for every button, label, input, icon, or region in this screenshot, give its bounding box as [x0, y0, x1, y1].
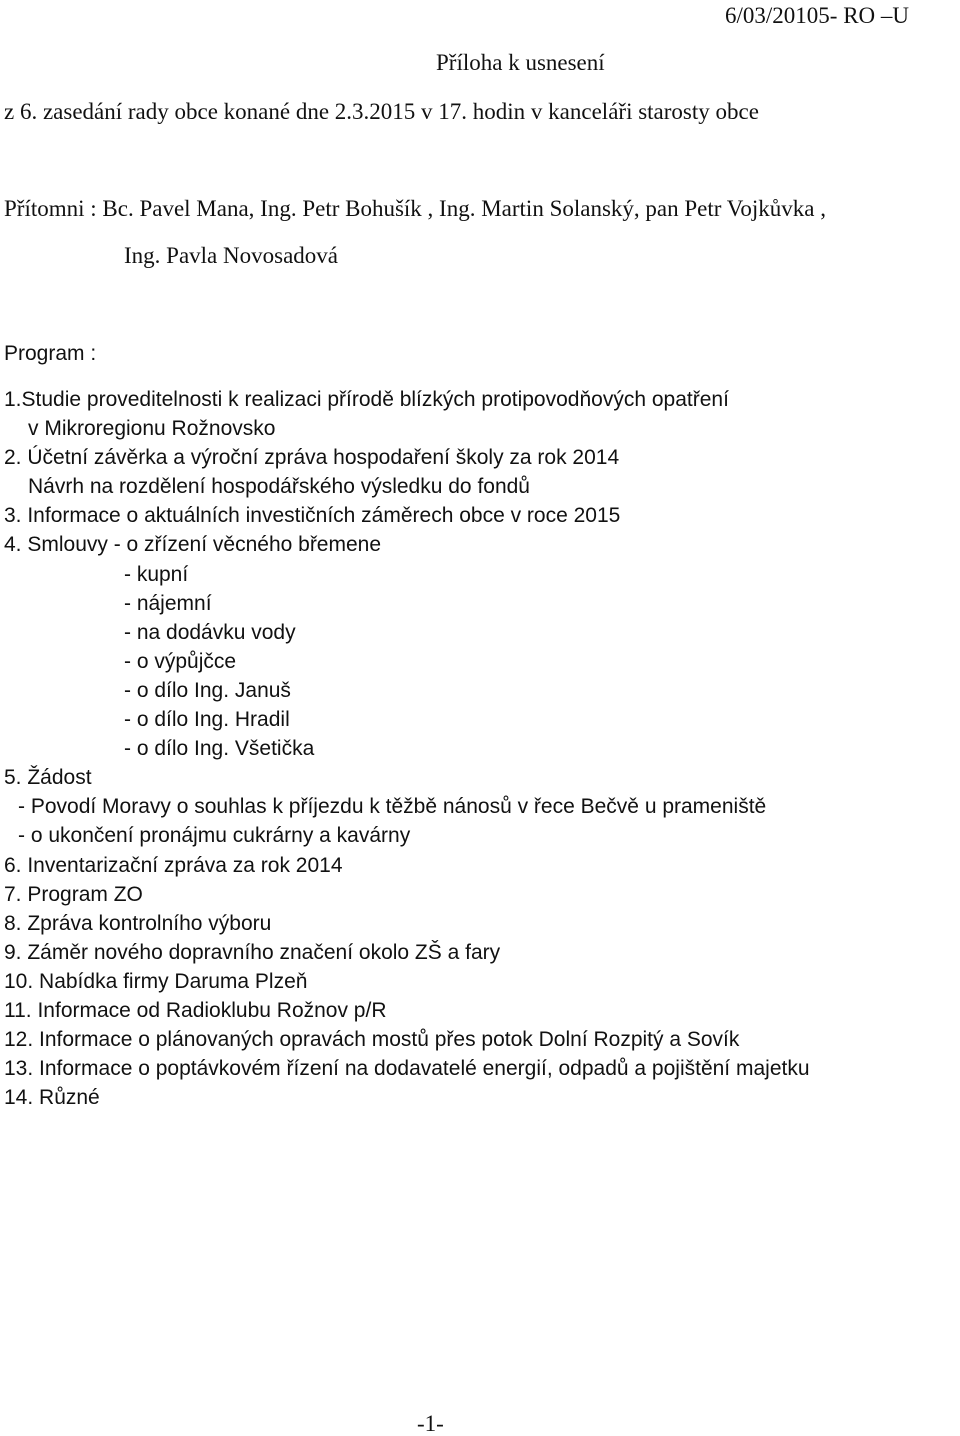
- attendees-line-2: Ing. Pavla Novosadová: [124, 243, 338, 268]
- program-heading: Program :: [4, 342, 97, 365]
- program-item-2-cont: [4, 472, 944, 501]
- program-subitem-text: - kupní: [124, 562, 189, 586]
- program-subitem: [4, 560, 944, 589]
- program-item-9: 9. Záměr nového dopravního značení okolo ZŠ a fary: [4, 940, 501, 964]
- program-item-1: 1.Studie proveditelnosti k realizaci přírodě blízkých protipovodňových opatření: [4, 388, 729, 411]
- program-item-text: v Mikroregionu Rožnovsko: [28, 417, 276, 441]
- document-reference: 6/03/20105- RO –U: [725, 3, 909, 28]
- program-item-5: 5. Žádost: [4, 766, 92, 790]
- program-subitem-text: - na dodávku vody: [124, 620, 296, 644]
- program-subitem: [4, 792, 944, 821]
- program-subitem-text: - o dílo Ing. Januš: [124, 678, 291, 702]
- program-item-13: 13. Informace o poptávkovém řízení na dodavatelé energií, odpadů a pojištění majetku: [4, 1057, 810, 1081]
- program-subitem: [4, 589, 944, 618]
- program-item-7: 7. Program ZO: [4, 882, 143, 906]
- program-item-1-cont: [4, 414, 944, 443]
- program-item-12: 12. Informace o plánovaných opravách mostů přes potok Dolní Rozpitý a Sovík: [4, 1028, 740, 1052]
- program-subitem: [4, 676, 944, 705]
- meeting-line: z 6. zasedání rady obce konané dne 2.3.2015 v 17. hodin v kanceláři starosty obce: [4, 99, 759, 124]
- program-subitem: [4, 647, 944, 676]
- program-subitem-text: - o dílo Ing. Hradil: [124, 708, 290, 732]
- program-item-10: 10. Nabídka firmy Daruma Plzeň: [4, 969, 308, 993]
- program-item-4: 4. Smlouvy - o zřízení věcného břemene: [4, 533, 382, 557]
- program-item-2: 2. Účetní závěrka a výroční zpráva hospodaření školy za rok 2014: [4, 446, 620, 470]
- program-item-text: Návrh na rozdělení hospodářského výsledku do fondů: [28, 475, 530, 499]
- page-number: -1-: [417, 1411, 444, 1436]
- program-subitem-text: - o výpůjčce: [124, 649, 237, 673]
- program-item-6: 6. Inventarizační zpráva za rok 2014: [4, 853, 343, 877]
- attendees-line-1: Přítomni : Bc. Pavel Mana, Ing. Petr Bohušík , Ing. Martin Solanský, pan Petr Vojkůvka ,: [4, 196, 826, 221]
- program-item-3: 3. Informace o aktuálních investičních záměrech obce v roce 2015: [4, 504, 621, 528]
- program-subitem: [4, 705, 944, 734]
- program-item-8: 8. Zpráva kontrolního výboru: [4, 911, 272, 935]
- program-subitem: [4, 618, 944, 647]
- program-subitem: [4, 734, 944, 763]
- program-item-14: 14. Různé: [4, 1086, 100, 1110]
- program-subitem-text: - Povodí Moravy o souhlas k příjezdu k těžbě nánosů v řece Bečvě u prameniště: [18, 795, 767, 819]
- program-subitem-text: - o dílo Ing. Všetička: [124, 737, 315, 761]
- program-subitem-text: - nájemní: [124, 591, 212, 615]
- program-list: [4, 385, 944, 1112]
- document-title: Příloha k usnesení: [436, 50, 605, 75]
- program-subitem: [4, 821, 944, 850]
- program-item-11: 11. Informace od Radioklubu Rožnov p/R: [4, 998, 387, 1022]
- program-subitem-text: - o ukončení pronájmu cukrárny a kavárny: [18, 824, 411, 848]
